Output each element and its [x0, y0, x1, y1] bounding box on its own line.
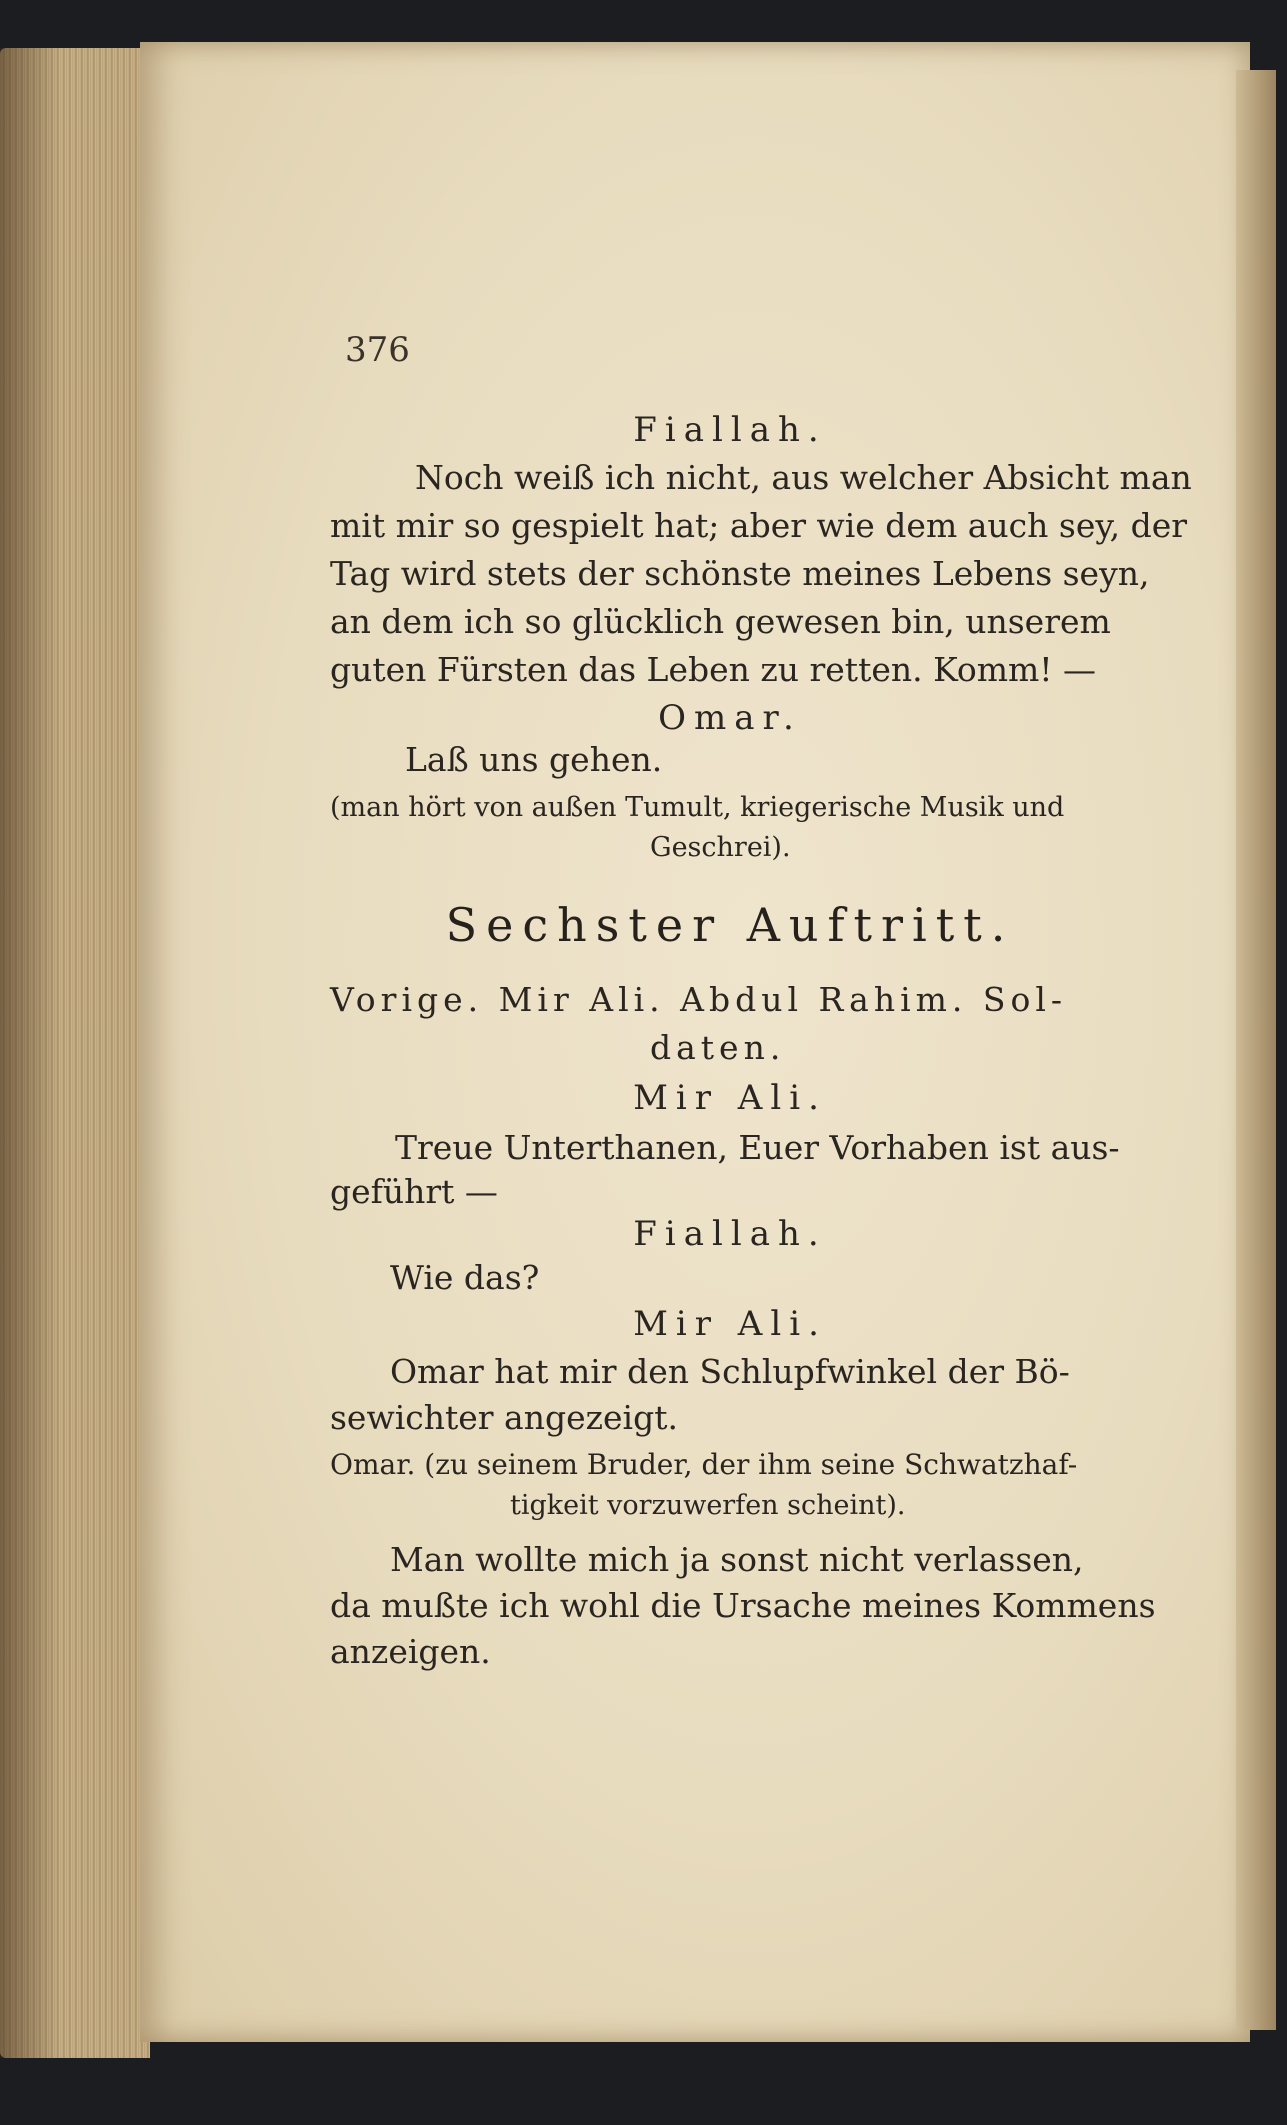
text-line: an dem ich so glücklich gewesen bin, unserem [330, 602, 1111, 641]
text-line: Wie das? [390, 1258, 540, 1297]
scene-title: Sechster Auftritt. [445, 898, 1015, 952]
cast-list: daten. [650, 1028, 786, 1067]
text-line: Man wollte mich ja sonst nicht verlassen, [390, 1540, 1084, 1579]
text-line: Omar hat mir den Schlupfwinkel der Bö- [390, 1352, 1070, 1391]
text-line: Treue Unterthanen, Euer Vorhaben ist aus- [395, 1128, 1120, 1167]
page-edge-shadow [0, 48, 60, 2058]
text-line: sewichter angezeigt. [330, 1398, 678, 1437]
text-line: Laß uns gehen. [405, 740, 663, 779]
speaker-fiallah: Fiallah. [633, 410, 827, 450]
text-line: Tag wird stets der schönste meines Lebens seyn, [330, 554, 1150, 593]
text-line: geführt — [330, 1172, 498, 1211]
speaker-omar: Omar. [658, 698, 802, 738]
stage-direction: Omar. (zu seinem Bruder, der ihm seine Schwatzhaf- [330, 1448, 1078, 1481]
text-line: anzeigen. [330, 1632, 491, 1671]
text-line: guten Fürsten das Leben zu retten. Komm! — [330, 650, 1097, 689]
speaker-fiallah: Fiallah. [633, 1214, 827, 1254]
speaker-mir-ali: Mir Ali. [633, 1078, 827, 1118]
text-line: da mußte ich wohl die Ursache meines Kommens [330, 1586, 1156, 1625]
stage-direction: tigkeit vorzuwerfen scheint). [510, 1490, 906, 1521]
cast-list: Vorige. Mir Ali. Abdul Rahim. Sol- [330, 980, 1068, 1019]
page-number: 376 [345, 330, 410, 370]
text-line: mit mir so gespielt hat; aber wie dem auch sey, der [330, 506, 1188, 545]
speaker-mir-ali: Mir Ali. [633, 1304, 827, 1344]
stage-direction: Geschrei). [650, 832, 791, 863]
stage-direction: (man hört von außen Tumult, kriegerische Musik und [330, 792, 1065, 823]
text-line: Noch weiß ich nicht, aus welcher Absicht man [415, 458, 1192, 497]
